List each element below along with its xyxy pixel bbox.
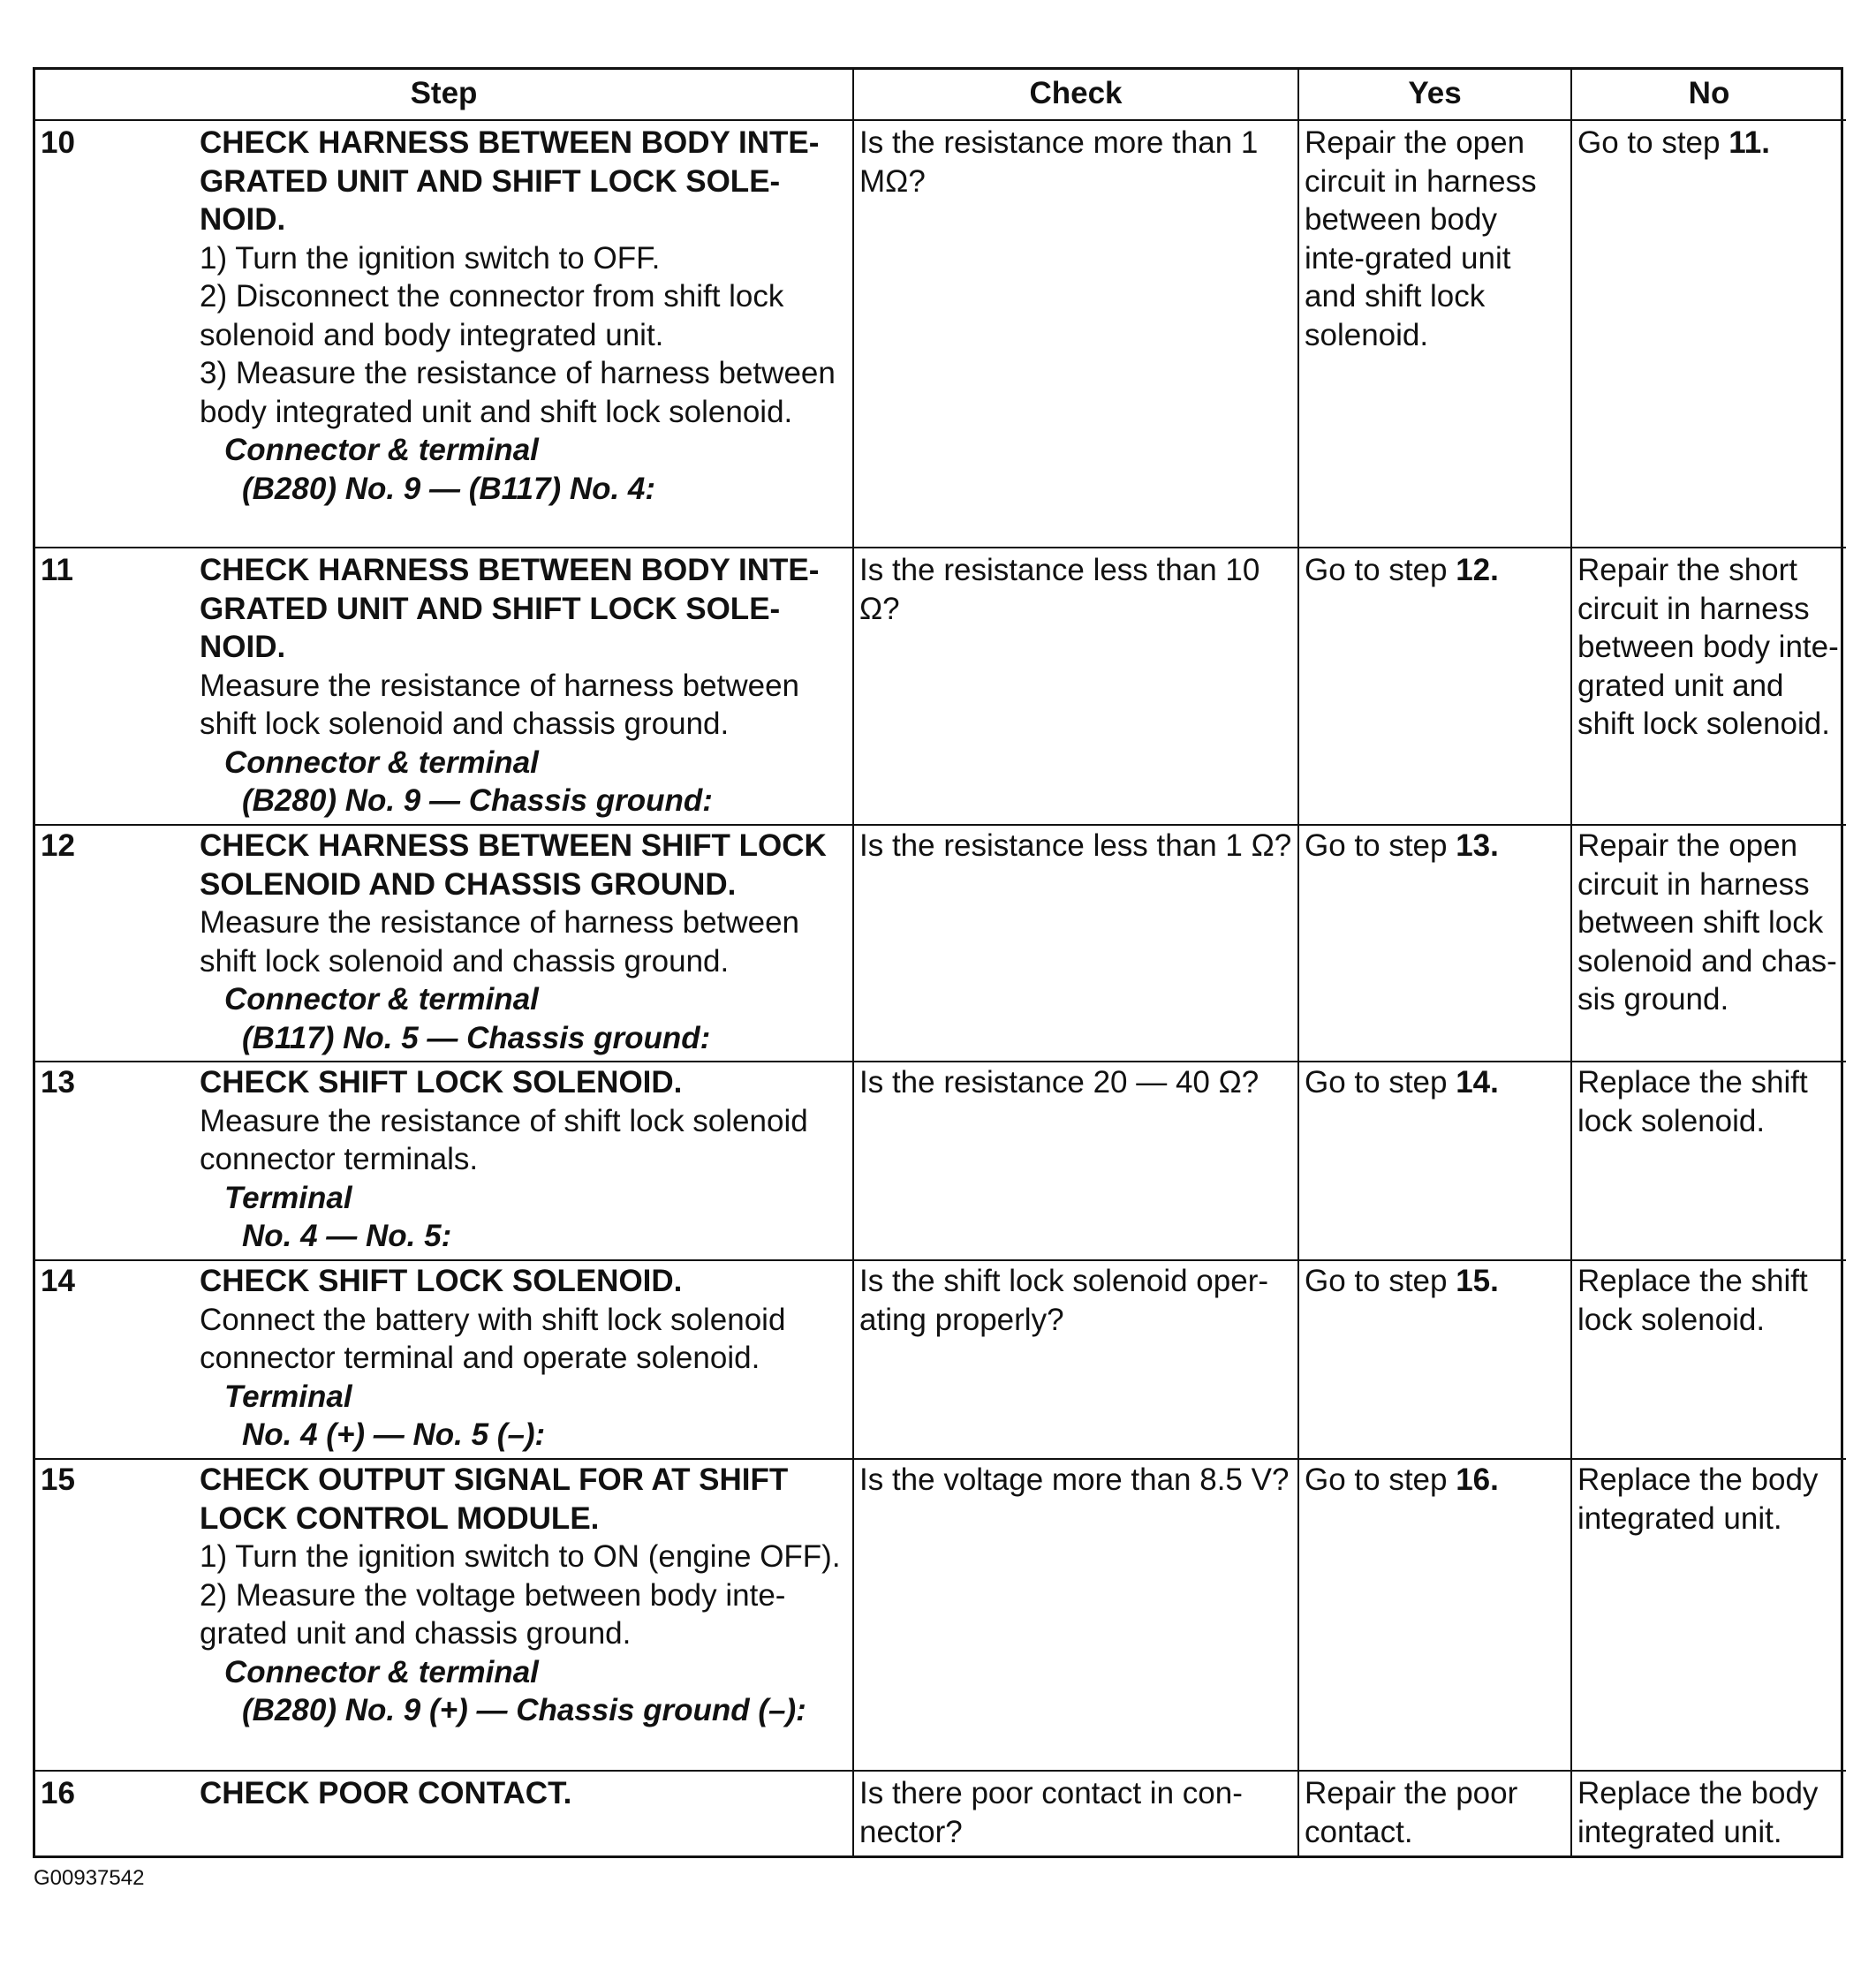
- step-instruction: 3) Measure the resistance of harness between body integrated unit and shift lock solenoid.: [200, 356, 836, 429]
- header-yes: Yes: [1299, 70, 1572, 121]
- spec-label: Connector & terminal: [224, 433, 539, 467]
- table-header: [35, 70, 1841, 121]
- step-number: 12: [41, 828, 75, 863]
- step-title-line: CHECK SHIFT LOCK SOLENOID.: [200, 1065, 683, 1100]
- yes-text: Go to step: [1305, 1462, 1456, 1497]
- step-instruction: 1) Turn the ignition switch to ON (engine OFF).: [200, 1539, 841, 1574]
- spec-label: Connector & terminal: [224, 1654, 539, 1689]
- yes-step-ref: 12.: [1456, 553, 1499, 587]
- yes-cell: [1299, 1458, 1572, 1772]
- no-cell: [1572, 1458, 1846, 1772]
- yes-text: Go to step: [1305, 1264, 1456, 1298]
- check-cell: Is the resistance more than 1 MΩ?: [854, 121, 1299, 548]
- yes-cell: [1299, 548, 1572, 826]
- step-title-line: CHECK OUTPUT SIGNAL FOR AT SHIFT: [200, 1462, 789, 1497]
- step-instruction: Measure the resistance of harness between shift lock solenoid and chassis ground.: [200, 905, 799, 979]
- step-instruction: Measure the resistance of harness between shift lock solenoid and chassis ground.: [200, 668, 799, 741]
- step-title-line: NOID.: [200, 202, 286, 237]
- spec-label: Connector & terminal: [224, 982, 539, 1017]
- no-cell: [1572, 121, 1846, 548]
- step-title-line: GRATED UNIT AND SHIFT LOCK SOLE-: [200, 163, 781, 199]
- step-body: [200, 551, 847, 820]
- diagnostic-table: [33, 67, 1843, 1858]
- step-number: 10: [41, 125, 75, 160]
- header-no: No: [1572, 70, 1846, 121]
- step-body: [200, 1262, 847, 1455]
- step-title-line: CHECK HARNESS BETWEEN SHIFT LOCK: [200, 828, 827, 863]
- yes-text: Go to step: [1305, 553, 1456, 587]
- step-number: 16: [41, 1776, 75, 1810]
- yes-cell: [1299, 121, 1572, 548]
- yes-step-ref: 13.: [1456, 828, 1499, 863]
- step-cell: [35, 121, 854, 548]
- step-number: 15: [41, 1462, 75, 1497]
- table-row: [35, 1458, 1841, 1772]
- check-cell: Is the resistance 20 — 40 Ω?: [854, 1061, 1299, 1261]
- check-cell: Is the resistance less than 1 Ω?: [854, 824, 1299, 1062]
- yes-cell: [1299, 1061, 1572, 1261]
- step-title-line: CHECK POOR CONTACT.: [200, 1776, 572, 1810]
- step-body: [200, 1063, 847, 1256]
- step-instruction: Connect the battery with shift lock solenoid connector terminal and operate solenoid.: [200, 1302, 786, 1375]
- step-title-line: NOID.: [200, 630, 286, 664]
- step-cell: [35, 1458, 854, 1772]
- table-row: [35, 1061, 1841, 1259]
- step-cell: [35, 1061, 854, 1261]
- no-cell: [1572, 1061, 1846, 1261]
- step-body: [200, 124, 847, 543]
- step-instruction: 2) Disconnect the connector from shift lock solenoid and body integrated unit.: [200, 279, 784, 352]
- spec-label: Connector & terminal: [224, 744, 539, 780]
- spec-value: No. 4 (+) — No. 5 (–):: [242, 1417, 546, 1452]
- no-cell: [1572, 1772, 1846, 1855]
- step-number: 11: [41, 553, 73, 587]
- step-cell: [35, 1772, 854, 1855]
- yes-text: Repair the open circuit in harness between body inte-grated unit and shift lock solenoid.: [1305, 125, 1537, 352]
- yes-text: Go to step: [1305, 828, 1456, 863]
- step-title-line: SOLENOID AND CHASSIS GROUND.: [200, 866, 737, 902]
- step-instruction: 2) Measure the voltage between body inte-grated unit and chassis ground.: [200, 1577, 786, 1651]
- step-cell: [35, 1259, 854, 1460]
- yes-text: Repair the poor contact.: [1305, 1776, 1518, 1849]
- step-number: 13: [41, 1065, 75, 1100]
- step-title-line: CHECK SHIFT LOCK SOLENOID.: [200, 1264, 683, 1298]
- step-body: [200, 1774, 847, 1852]
- table-row: [35, 1259, 1841, 1458]
- no-cell: [1572, 1259, 1846, 1460]
- header-check: Check: [854, 70, 1299, 121]
- yes-cell: [1299, 824, 1572, 1062]
- yes-step-ref: 16.: [1456, 1462, 1499, 1497]
- step-instruction: Measure the resistance of shift lock solenoid connector terminals.: [200, 1103, 808, 1176]
- no-text: Repair the open circuit in harness between shift lock solenoid and chas-sis ground.: [1577, 828, 1837, 1017]
- no-cell: [1572, 548, 1846, 826]
- yes-text: Go to step: [1305, 1065, 1456, 1100]
- yes-cell: [1299, 1259, 1572, 1460]
- check-cell: Is the resistance less than 10 Ω?: [854, 548, 1299, 826]
- step-cell: [35, 548, 854, 826]
- step-title-line: LOCK CONTROL MODULE.: [200, 1500, 600, 1536]
- spec-label: Terminal: [224, 1379, 352, 1414]
- step-cell: [35, 824, 854, 1062]
- check-cell: Is the voltage more than 8.5 V?: [854, 1458, 1299, 1772]
- step-number: 14: [41, 1264, 75, 1298]
- check-cell: Is there poor contact in con-nector?: [854, 1772, 1299, 1855]
- spec-label: Terminal: [224, 1180, 352, 1215]
- header-step: Step: [35, 70, 854, 121]
- no-text: Replace the shift lock solenoid.: [1577, 1065, 1808, 1138]
- step-body: [200, 1461, 847, 1766]
- yes-step-ref: 14.: [1456, 1065, 1499, 1100]
- spec-value: (B280) No. 9 — Chassis ground:: [242, 783, 713, 818]
- no-text: Replace the shift lock solenoid.: [1577, 1264, 1808, 1337]
- table-row: [35, 824, 1841, 1061]
- yes-cell: [1299, 1772, 1572, 1855]
- table-row: [35, 121, 1841, 548]
- spec-value: (B280) No. 9 — (B117) No. 4:: [242, 471, 656, 506]
- no-step-ref: 11.: [1728, 125, 1770, 160]
- figure-id: G00937542: [34, 1866, 145, 1890]
- check-cell: Is the shift lock solenoid oper-ating properly?: [854, 1259, 1299, 1460]
- spec-value: (B280) No. 9 (+) — Chassis ground (–):: [242, 1693, 806, 1727]
- spec-value: No. 4 — No. 5:: [242, 1219, 452, 1253]
- no-text: Replace the body integrated unit.: [1577, 1776, 1819, 1849]
- table-row: [35, 1772, 1841, 1855]
- no-text: Replace the body integrated unit.: [1577, 1462, 1819, 1536]
- step-body: [200, 827, 847, 1057]
- step-instruction: 1) Turn the ignition switch to OFF.: [200, 240, 661, 276]
- step-title-line: CHECK HARNESS BETWEEN BODY INTE-: [200, 125, 820, 160]
- no-cell: [1572, 824, 1846, 1062]
- step-title-line: CHECK HARNESS BETWEEN BODY INTE-: [200, 553, 820, 587]
- no-text: Go to step: [1577, 125, 1729, 160]
- spec-value: (B117) No. 5 — Chassis ground:: [242, 1020, 711, 1055]
- no-text: Repair the short circuit in harness between body inte-grated unit and shift lock solenoid.: [1577, 553, 1839, 741]
- table-row: [35, 548, 1841, 824]
- step-title-line: GRATED UNIT AND SHIFT LOCK SOLE-: [200, 591, 781, 626]
- yes-step-ref: 15.: [1456, 1264, 1499, 1298]
